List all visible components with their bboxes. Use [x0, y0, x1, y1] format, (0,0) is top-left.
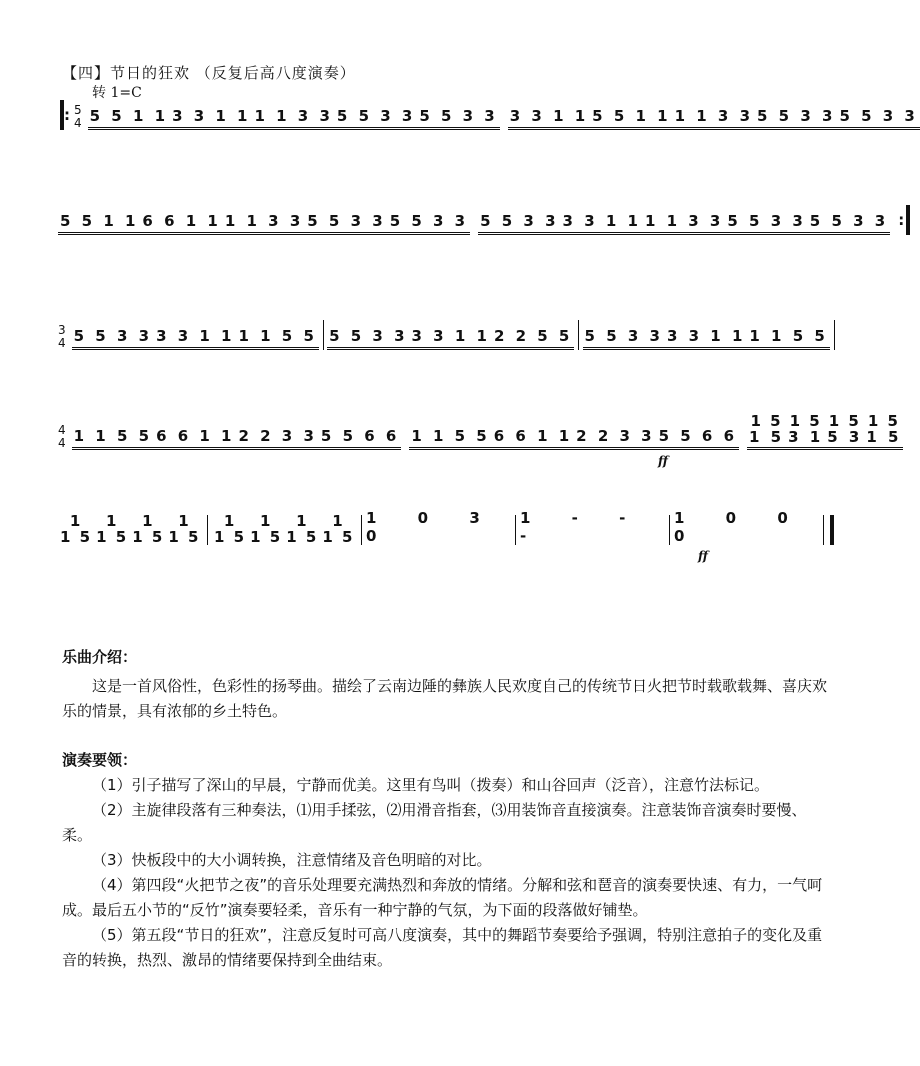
barline	[361, 515, 363, 545]
chord	[322, 513, 354, 545]
note-group: 5 5 3 3	[583, 327, 665, 350]
chord-bottom: 5 3	[825, 429, 864, 450]
measure	[747, 413, 903, 450]
note-group: 3 3 1 1	[154, 327, 236, 350]
note-group: 5 5 3 3	[327, 327, 409, 350]
chord-top: 1 5	[789, 412, 822, 430]
barline	[669, 515, 671, 545]
chord-bottom: 1 5	[214, 528, 247, 546]
measure	[212, 513, 357, 545]
note-group: 1 1 3 3	[673, 107, 755, 130]
chord-top: 1	[69, 512, 83, 530]
barline	[207, 515, 209, 545]
measure	[88, 107, 500, 130]
note-group: 1 1 5 5	[747, 327, 829, 350]
note-group: 5 5 3 3	[417, 107, 499, 130]
chord-bottom: 1 5	[286, 528, 319, 546]
note-group: 5 5 1 1	[58, 212, 140, 235]
tip-item: （4）第四段“火把节之夜”的音乐处理要充满热烈和奔放的情绪。分解和弦和琶音的演奏要快速、有力，一气呵成。最后五小节的“反竹”演奏要轻柔，音乐有一种宁静的气氛，为下面的段落做好铺垫。	[62, 876, 823, 919]
chord-top: 1	[296, 512, 309, 530]
chord-bottom: 1 5	[60, 528, 93, 546]
note-group: 5 5 3 3	[335, 107, 417, 130]
chord	[825, 413, 864, 450]
note-group: 6 6 1 1	[492, 427, 574, 450]
chord-top: 1	[178, 512, 191, 530]
chord	[168, 513, 200, 545]
note-group: 5 5 3 3	[755, 107, 837, 130]
chord-top: 1	[223, 512, 237, 530]
measure	[520, 509, 665, 545]
note-group: 1 1 3 3	[223, 212, 305, 235]
note-group: 1 1 5 5	[236, 327, 318, 350]
staff-row	[58, 310, 838, 350]
dynamic-marking: ff	[698, 549, 708, 563]
measure	[478, 212, 890, 235]
chord-top: 1 5	[867, 412, 900, 430]
chord	[286, 513, 318, 545]
note-measure: 1 0 0 0	[674, 509, 806, 545]
staff-row	[58, 90, 918, 130]
note-group: 2 2 5 5	[492, 327, 574, 350]
chord-top: 1	[142, 512, 155, 530]
note-group: 5 5 3 3	[478, 212, 560, 235]
tip-item: （3）快板段中的大小调转换，注意情绪及音色明暗的对比。	[92, 851, 492, 869]
measure	[58, 212, 470, 235]
note-measure: 1 - - -	[520, 509, 644, 545]
time-signature	[58, 424, 66, 450]
note-group: 5 5 3 3	[837, 107, 919, 130]
time-bottom: 4	[58, 436, 66, 450]
time-bottom: 4	[74, 116, 82, 130]
note-group: 5 5 3 3	[725, 212, 807, 235]
note-group: 2 2 3 3	[574, 427, 656, 450]
measure	[409, 427, 739, 450]
tip-item: （1）引子描写了深山的早晨，宁静而优美。这里有鸟叫（拨奏）和山谷回声（泛音），注意竹法标记。	[92, 776, 770, 794]
time-top: 3	[58, 323, 66, 337]
barline	[823, 515, 825, 545]
chord-bottom: 3 1	[786, 429, 825, 450]
note-group: 3 3 1 1	[170, 107, 252, 130]
measure	[366, 509, 511, 545]
intro-heading: 乐曲介绍：	[62, 648, 138, 666]
time-top: 5	[74, 103, 82, 117]
note-group: 3 3 1 1	[410, 327, 492, 350]
note-measure: 1 0 3 0	[366, 509, 498, 545]
chord	[132, 513, 164, 545]
dynamic-marking: ff	[658, 454, 668, 468]
note-group: 5 5 6 6	[657, 427, 739, 450]
note-group: 5 5 3 3	[72, 327, 154, 350]
measure	[583, 327, 830, 350]
tip-item: （5）第五段“节日的狂欢”，注意反复时可高八度演奏，其中的舞蹈节奏要给予强调，特别注意拍子的变化及重音的转换，热烈、激昂的情绪要保持到全曲结束。	[62, 926, 823, 969]
time-top: 4	[58, 423, 66, 437]
barline	[830, 515, 834, 545]
note-group: 3 3 1 1	[561, 212, 643, 235]
chord-bottom: 1 5	[322, 528, 355, 546]
note-group: 5 5 1 1	[88, 107, 170, 130]
staff-row	[58, 195, 905, 235]
measure	[508, 107, 920, 130]
chord-bottom: 1 5	[250, 528, 283, 546]
chord	[786, 413, 825, 450]
barline	[515, 515, 517, 545]
chord	[96, 513, 128, 545]
note-group: 5 5 3 3	[305, 212, 387, 235]
note-group: 1 1 5 5	[409, 427, 491, 450]
note-group: 6 6 1 1	[154, 427, 236, 450]
note-group: 3 3 1 1	[665, 327, 747, 350]
intro-text: 这是一首风俗性，色彩性的扬琴曲。描绘了云南边陲的彝族人民欢度自己的传统节日火把节时载歌载舞、喜庆欢乐的情景，具有浓郁的乡土特色。	[62, 677, 828, 720]
chord-top: 1	[332, 512, 345, 530]
time-signature	[74, 104, 82, 130]
chord-top: 1 5	[750, 412, 783, 430]
note-group: 1 1 3 3	[252, 107, 334, 130]
measure	[72, 427, 402, 450]
repeat-dots: :	[64, 106, 70, 124]
time-signature	[58, 324, 66, 350]
repeat-dots: :	[898, 211, 905, 229]
measure	[327, 327, 574, 350]
note-group: 3 3 1 1	[508, 107, 590, 130]
tip-item: （2）主旋律段落有三种奏法，⑴用手揉弦，⑵用滑音指套，⑶用装饰音直接演奏。注意装饰音演奏时要慢、柔。	[62, 801, 807, 844]
chord	[60, 513, 92, 545]
tips-heading: 演奏要领：	[62, 751, 138, 769]
tips-section	[62, 748, 832, 973]
final-barline	[819, 515, 835, 545]
note-group: 5 5 1 1	[590, 107, 672, 130]
chord	[250, 513, 282, 545]
note-group: 5 5 3 3	[808, 212, 890, 235]
chord-top: 1 5	[828, 412, 861, 430]
measure	[674, 509, 819, 545]
chord-bottom: 1 5	[864, 429, 903, 450]
chord-top: 1	[259, 512, 273, 530]
chord	[864, 413, 903, 450]
measure	[72, 327, 319, 350]
note-group: 1 1 3 3	[643, 212, 725, 235]
section-title: 【四】节日的狂欢 （反复后高八度演奏）	[62, 64, 356, 82]
note-group: 2 2 3 3	[236, 427, 318, 450]
chord-bottom: 1 5	[747, 429, 786, 450]
note-group: 5 5 6 6	[319, 427, 401, 450]
measure	[58, 513, 203, 545]
key-signature: 转 1=C	[92, 85, 142, 101]
chord	[214, 513, 246, 545]
chord	[747, 413, 786, 450]
barline	[906, 205, 910, 235]
chord-bottom: 1 5	[132, 528, 165, 546]
staff-row	[58, 410, 902, 468]
intro-section	[62, 645, 832, 724]
time-bottom: 4	[58, 336, 66, 350]
chord-bottom: 1 5	[96, 528, 129, 546]
chord-bottom: 1 5	[168, 528, 201, 546]
chord-top: 1	[105, 512, 119, 530]
note-group: 6 6 1 1	[140, 212, 222, 235]
note-group: 1 1 5 5	[72, 427, 154, 450]
staff-row	[58, 505, 838, 563]
repeat-end	[898, 205, 910, 235]
note-group: 5 5 3 3	[388, 212, 470, 235]
repeat-start	[58, 100, 70, 130]
